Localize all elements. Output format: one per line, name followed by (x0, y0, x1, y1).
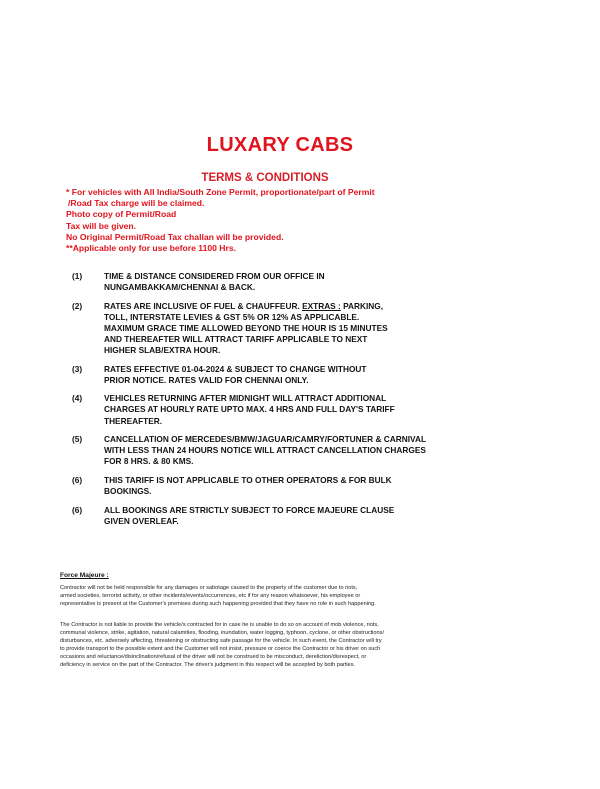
force-majeure-paragraph: The Contractor is not liable to provide the vehicle/s contracted for in case he is unable to do so on account of mob violence, riots, communal violence, strike, agitation, natural calamities, flooding, inundation, water logging, typhoon, cyclone, or other obstructions/ disturbances, etc. adversely affecting, threatening or obstructing safe passage for the vehicle. In such event, the Contractor will try to provide transport to the possible extent and the Customer will not insist, pressure or coerce the Contractor or his driver on such occasions and reluctance/disinclination/refusal of the driver will not be construed to be misconduct, dereliction/disrespect, or deficiency in service on the part of the Contractor. The driver's judgment in this respect will be accepted by both parties. (60, 622, 384, 668)
terms-list (72, 271, 532, 534)
term-text: THIS TARIFF IS NOT APPLICABLE TO OTHER OPERATORS & FOR BULK BOOKINGS. (104, 474, 392, 496)
company-title: LUXARY CABS (206, 134, 354, 156)
term-number: (1) (72, 271, 83, 281)
term-text (104, 301, 532, 356)
term-item (72, 505, 532, 527)
term-number: (4) (72, 393, 83, 404)
note-line: **Applicable only for use before 1100 Hrs. (66, 243, 237, 254)
term-number: (3) (72, 363, 83, 374)
term-number: (6) (72, 474, 83, 485)
term-item (72, 271, 532, 293)
term-number: (6) (72, 504, 83, 515)
term-text: RATES EFFECTIVE 01-04-2024 & SUBJECT TO CHANGE WITHOUT PRIOR NOTICE. RATES VALID FOR CHENNAI ONLY. (104, 363, 367, 385)
term-item (72, 475, 532, 497)
term-item (72, 301, 532, 356)
term-text: CANCELLATION OF MERCEDES/BMW/JAGUAR/CAMRY/FORTUNER & CARNIVAL WITH LESS THAN 24 HOURS NOTICE WILL ATTRACT CANCELLATION CHARGES FOR 8 HRS. & 80 KMS. (104, 434, 427, 467)
terms-heading: TERMS & CONDITIONS (201, 172, 329, 184)
term-text: TIME & DISTANCE CONSIDERED FROM OUR OFFICE IN NUNGAMBAKKAM/CHENNAI & BACK. (104, 271, 325, 293)
term-item (72, 434, 532, 467)
term-number: (2) (72, 300, 83, 311)
note-line: * For vehicles with All India/South Zone Permit, proportionate/part of Permit (66, 187, 375, 197)
note-line: /Road Tax charge will be claimed. (68, 198, 205, 209)
note-line: Photo copy of Permit/Road (66, 209, 177, 220)
note-line: Tax will be given. (66, 220, 137, 231)
term-text-part: RATES ARE INCLUSIVE OF FUEL & CHAUFFEUR. (104, 300, 303, 311)
extras-label: EXTRAS : (302, 300, 341, 311)
term-text: VEHICLES RETURNING AFTER MIDNIGHT WILL ATTRACT ADDITIONAL CHARGES AT HOURLY RATE UPTO MAX. 4 HRS AND FULL DAY'S TARIFF THEREAFTER. (104, 393, 395, 426)
term-item (72, 364, 532, 386)
term-number: (5) (72, 434, 83, 445)
force-majeure-paragraph: Contractor will not be held responsible for any damages or sabotage caused to the property of the customer due to riots, armed societies, terrorist activity, or other incidents/events/occurrences, etc if for any reason whatsoever, his employee or representative is present at the Customer's premises during such happening provided that they have no role in such happening. (60, 585, 376, 607)
permit-notes (66, 187, 486, 254)
term-item (72, 393, 532, 426)
term-text-part: PARKING, TOLL, INTERSTATE LEVIES & GST 5% OR 12% AS APPLICABLE. MAXIMUM GRACE TIME ALLOWED BEYOND THE HOUR IS 15 MINUTES AND THEREAFTER WILL ATTRACT TARIFF APPLICABLE TO NEXT HIGHER SLAB/EXTRA HOUR. (104, 300, 388, 356)
term-text: ALL BOOKINGS ARE STRICTLY SUBJECT TO FORCE MAJEURE CLAUSE GIVEN OVERLEAF. (104, 504, 395, 526)
force-majeure-heading: Force Majeure : (60, 572, 109, 579)
note-line: No Original Permit/Road Tax challan will be provided. (66, 231, 284, 242)
